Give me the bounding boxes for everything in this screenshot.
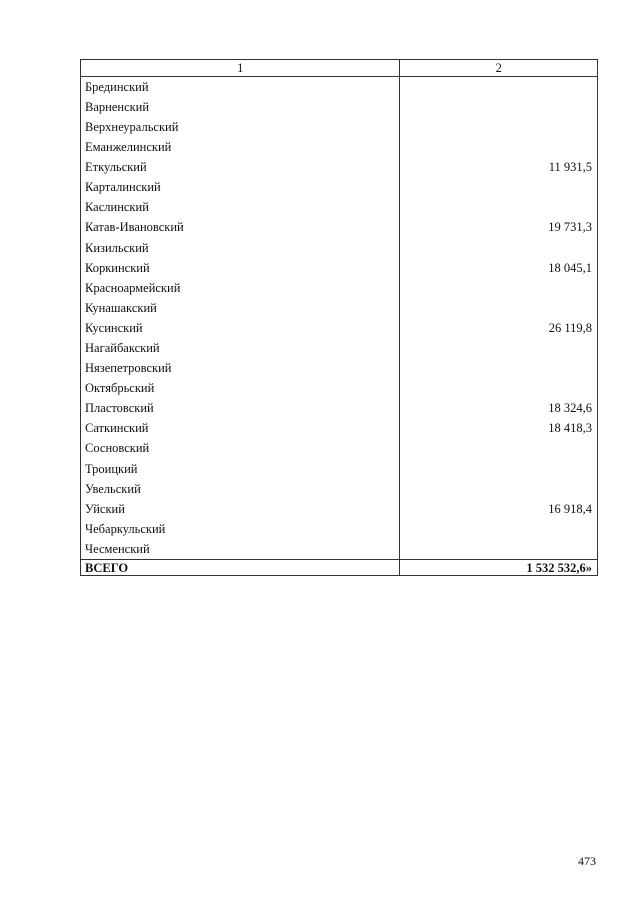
table-row <box>81 298 598 318</box>
district-value <box>400 238 598 258</box>
district-value <box>400 117 598 137</box>
district-name: Кусинский <box>81 318 400 338</box>
district-name: Брединский <box>81 77 400 98</box>
district-name: Сосновский <box>81 439 400 459</box>
district-name: Нагайбакский <box>81 338 400 358</box>
page-number: 473 <box>578 854 596 868</box>
table-row <box>81 378 598 398</box>
district-value <box>400 298 598 318</box>
district-value <box>400 338 598 358</box>
district-value: 19 731,3 <box>400 218 598 238</box>
district-name: Чесменский <box>81 539 400 560</box>
table-row <box>81 459 598 479</box>
district-value <box>400 479 598 499</box>
table-row <box>81 499 598 519</box>
district-value <box>400 137 598 157</box>
district-name: Пластовский <box>81 399 400 419</box>
table-row <box>81 77 598 98</box>
district-value <box>400 97 598 117</box>
district-value <box>400 378 598 398</box>
district-name: Октябрьский <box>81 378 400 398</box>
district-name: Нязепетровский <box>81 358 400 378</box>
total-label: ВСЕГО <box>81 560 400 576</box>
table-row <box>81 177 598 197</box>
district-name: Троицкий <box>81 459 400 479</box>
district-name: Кунашакский <box>81 298 400 318</box>
district-value: 18 418,3 <box>400 419 598 439</box>
district-name: Еманжелинский <box>81 137 400 157</box>
district-name: Катав-Ивановский <box>81 218 400 238</box>
table-row <box>81 399 598 419</box>
district-name: Карталинский <box>81 177 400 197</box>
table-row <box>81 539 598 560</box>
district-value <box>400 77 598 98</box>
total-value: 1 532 532,6» <box>400 560 598 576</box>
district-value <box>400 459 598 479</box>
district-value <box>400 278 598 298</box>
district-name: Еткульский <box>81 157 400 177</box>
table-row <box>81 157 598 177</box>
table-body <box>81 77 598 560</box>
district-value: 26 119,8 <box>400 318 598 338</box>
district-value: 16 918,4 <box>400 499 598 519</box>
district-value <box>400 539 598 560</box>
district-name: Уйский <box>81 499 400 519</box>
column-header-1: 1 <box>81 60 400 77</box>
district-value: 18 045,1 <box>400 258 598 278</box>
district-name: Саткинский <box>81 419 400 439</box>
district-value <box>400 519 598 539</box>
table-row <box>81 419 598 439</box>
table-row <box>81 519 598 539</box>
table-row <box>81 278 598 298</box>
table-row <box>81 358 598 378</box>
table-row <box>81 238 598 258</box>
district-table <box>80 59 598 576</box>
district-name: Увельский <box>81 479 400 499</box>
district-name: Варненский <box>81 97 400 117</box>
district-value: 18 324,6 <box>400 399 598 419</box>
column-header-2: 2 <box>400 60 598 77</box>
table-row <box>81 97 598 117</box>
district-value <box>400 358 598 378</box>
district-name: Верхнеуральский <box>81 117 400 137</box>
table-row <box>81 117 598 137</box>
table-row <box>81 439 598 459</box>
table-row <box>81 137 598 157</box>
district-name: Кизильский <box>81 238 400 258</box>
table-row <box>81 479 598 499</box>
district-value <box>400 439 598 459</box>
table-header-row <box>81 60 598 77</box>
district-name: Коркинский <box>81 258 400 278</box>
district-name: Каслинский <box>81 198 400 218</box>
district-value <box>400 177 598 197</box>
table-row <box>81 338 598 358</box>
total-row <box>81 560 598 576</box>
district-value: 11 931,5 <box>400 157 598 177</box>
district-name: Красноармейский <box>81 278 400 298</box>
table-row <box>81 258 598 278</box>
table-row <box>81 218 598 238</box>
district-name: Чебаркульский <box>81 519 400 539</box>
table-row <box>81 198 598 218</box>
district-value <box>400 198 598 218</box>
table-row <box>81 318 598 338</box>
